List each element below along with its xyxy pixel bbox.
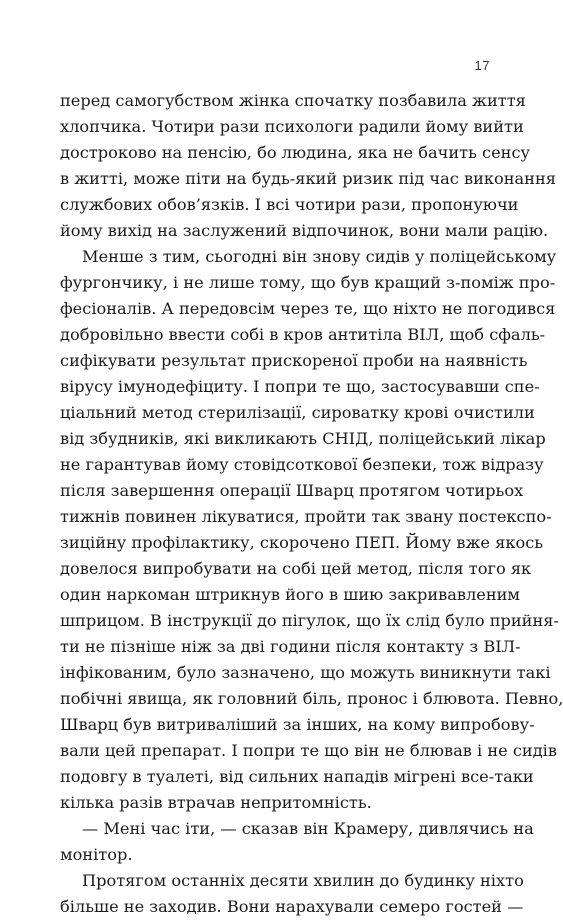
text-line: ціальний метод стерилізації, сироватку крові очистили: [60, 403, 535, 422]
text-line: ти не пізніше ніж за дві години після контакту з ВІЛ-: [60, 637, 521, 656]
text-line: більше не заходив. Вони нарахували семеро гостей —: [60, 897, 524, 916]
text-line: фургончику, і не лише тому, що був кращий з-поміж про-: [60, 273, 556, 292]
text-line: подовгу в туалеті, від сильних нападів мігрені все-таки: [60, 767, 534, 786]
text-line: монітор.: [60, 845, 133, 864]
body-text: [60, 88, 563, 920]
text-line: перед самогубством жінка спочатку позбавила життя: [60, 91, 526, 110]
text-line: достроково на пенсію, бо людина, яка не бачить сенсу: [60, 143, 531, 162]
text-line: побічні явища, як головний біль, пронос і блювота. Певно,: [60, 689, 563, 708]
text-line: після завершення операції Шварц протягом чотирьох: [60, 481, 524, 500]
text-line: Шварц був витриваліший за інших, на кому випробову-: [60, 715, 535, 734]
text-line: сифікувати результат прискореної проби на наявність: [60, 351, 528, 370]
text-line: службових обов’язків. І всі чотири рази, пропонуючи: [60, 195, 519, 214]
text-line: вали цей препарат. І попри те що він не блював і не сидів: [60, 741, 557, 760]
text-line: не гарантував йому стовідсоткової безпеки, тож відразу: [60, 455, 544, 474]
text-line: від збудників, які викликають СНІД, поліцейський лікар: [60, 429, 546, 448]
text-line: інфікованим, було зазначено, що можуть виникнути такі: [60, 663, 551, 682]
text-line: зиційну профілактику, скорочено ПЕП. Йому вже якось: [60, 533, 544, 552]
text-line: довелося випробувати на собі цей метод, після того як: [60, 559, 532, 578]
text-line: один наркоман штрикнув його в шию закривавленим: [60, 585, 521, 604]
text-line: вірусу імунодефіциту. І попри те що, застосувавши спе-: [60, 377, 540, 396]
text-line: Протягом останніх десяти хвилин до будинку ніхто: [82, 871, 524, 890]
text-line: фесіоналів. А передовсім через те, що ніхто не погодився: [60, 299, 556, 318]
text-line: хлопчика. Чотири рази психологи радили йому вийти: [60, 117, 524, 136]
text-line: кілька разів втрачав непритомність.: [60, 793, 372, 812]
text-line: шприцом. В інструкції до пігулок, що їх слід було прийня-: [60, 611, 559, 630]
text-line: Менше з тим, сьогодні він знову сидів у поліцейському: [82, 247, 557, 266]
text-line: в житті, може піти на будь-який ризик під час виконання: [60, 169, 556, 188]
text-line: йому вихід на заслужений відпочинок, вони мали рацію.: [60, 221, 549, 240]
text-line: добровільно ввести собі в кров антитіла ВІЛ, щоб сфаль-: [60, 325, 546, 344]
text-line: тижнів повинен лікуватися, пройти так звану постекспо-: [60, 507, 552, 526]
text-line: — Мені час іти, — сказав він Крамеру, дивлячись на: [82, 819, 534, 838]
page-number: 17: [474, 58, 490, 73]
